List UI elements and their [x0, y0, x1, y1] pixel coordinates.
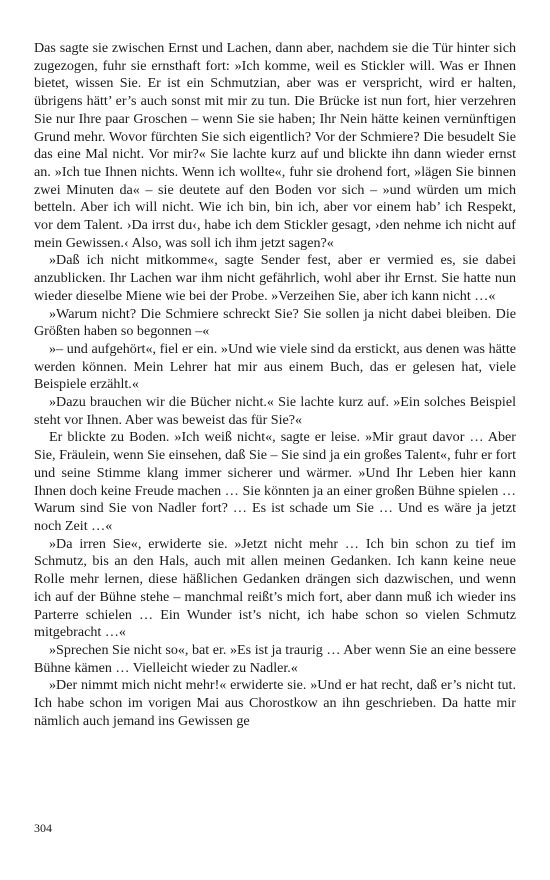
paragraph: »Warum nicht? Die Schmiere schreckt Sie? Sie sollen ja nicht dabei bleiben. Die Größten haben so begonnen –«: [34, 305, 516, 340]
paragraph: »Da irren Sie«, erwiderte sie. »Jetzt nicht mehr … Ich bin schon zu tief im Schmutz, bis an den Hals, auch mit allen meinen Gedanken. Ich kann keine neue Rolle mehr lernen, diese häßlichen Gedanken drängen sich dazwischen, und wenn ich auf der Bühne stehe – manchmal reißt’s mich fort, aber dann muß ich wieder ins Parterre schielen … Ein Wunder ist’s nicht, ich habe schon so vielen Schmutz mitgebracht …«: [34, 535, 516, 641]
paragraph: »– und aufgehört«, fiel er ein. »Und wie viele sind da erstickt, aus denen was hätte werden können. Mein Lehrer hat mir aus einem Buch, das er gelesen hat, viele Beispiele erzählt.«: [34, 340, 516, 393]
paragraph: »Daß ich nicht mitkomme«, sagte Sender fest, aber er vermied es, sie dabei anzublicken. Ihr Lachen war ihm nicht gefährlich, wohl aber ihr Ernst. Sie hatte nun wieder dieselbe Miene wie bei der Probe. »Verzeihen Sie, aber ich kann nicht …«: [34, 252, 516, 304]
paragraph: Das sagte sie zwischen Ernst und Lachen, dann aber, nachdem sie die Tür hinter sich zugezogen, fuhr sie ernsthaft fort: »Ich komme, weil es Stickler will. Was er Ihnen bietet, wissen Sie. Er ist ein Schmutzian, aber was er verspricht, wird er halten, übrigens hätt’ er’s auch sonst mit mir zu tun. Die Brücke ist nun fort, hier verzehren Sie nur Ihre paar Groschen – wenn Sie sie haben; Ihr Nein hätte keinen vernünftigen Grund mehr. Wovor fürchten Sie sich eigentlich? Vor der Schmiere? Die besudelt Sie das eine Mal nicht. Vor mir?« Sie lachte kurz auf und blickte ihn dann wieder ernst an. »Ich tue Ihnen nichts. Wenn ich wollte«, fuhr sie drohend fort, »lägen Sie binnen zwei Minuten da« – sie deutete auf den Boden vor sich – »und würden um mich betteln. Aber ich will nicht. Wie ich bin, bin ich, aber vor einem hab’ ich Respekt, vor dem Talent. ›Da irrst du‹, habe ich dem Stickler gesagt, ›den nehme ich nicht auf mein Gewissen.‹ Also, was soll ich ihm jetzt sagen?«: [34, 40, 516, 251]
paragraph: Er blickte zu Boden. »Ich weiß nicht«, sagte er leise. »Mir graut davor … Aber Sie, Fräulein, wenn Sie einsehen, daß Sie – Sie sind ja ein großes Talent«, fuhr er fort und seine Stimme klang immer sicherer und wärmer. »Und Ihr Leben hier kann Ihnen doch keine Freude machen … Sie könnten ja an einer großen Bühne spielen … Warum sind Sie von Nadler fort? … Es ist schade um Sie … Und es wäre ja jetzt noch Zeit …«: [34, 429, 516, 534]
paragraph: »Dazu brauchen wir die Bücher nicht.« Sie lachte kurz auf. »Ein solches Beispiel steht vor Ihnen. Aber was beweist das für Sie?«: [34, 394, 516, 428]
page-number: 304: [34, 821, 52, 835]
paragraph: »Sprechen Sie nicht so«, bat er. »Es ist ja traurig … Aber wenn Sie an eine bessere Bühne kämen … Vielleicht wieder zu Nadler.«: [34, 641, 516, 676]
body-text: [34, 40, 516, 730]
paragraph: »Der nimmt mich nicht mehr!« erwiderte sie. »Und er hat recht, daß er’s nicht tut. Ich habe schon im vorigen Mai aus Chorostkow an ihn geschrieben. Da hatte mir nämlich auch jemand ins Gewissen ge: [34, 677, 516, 729]
